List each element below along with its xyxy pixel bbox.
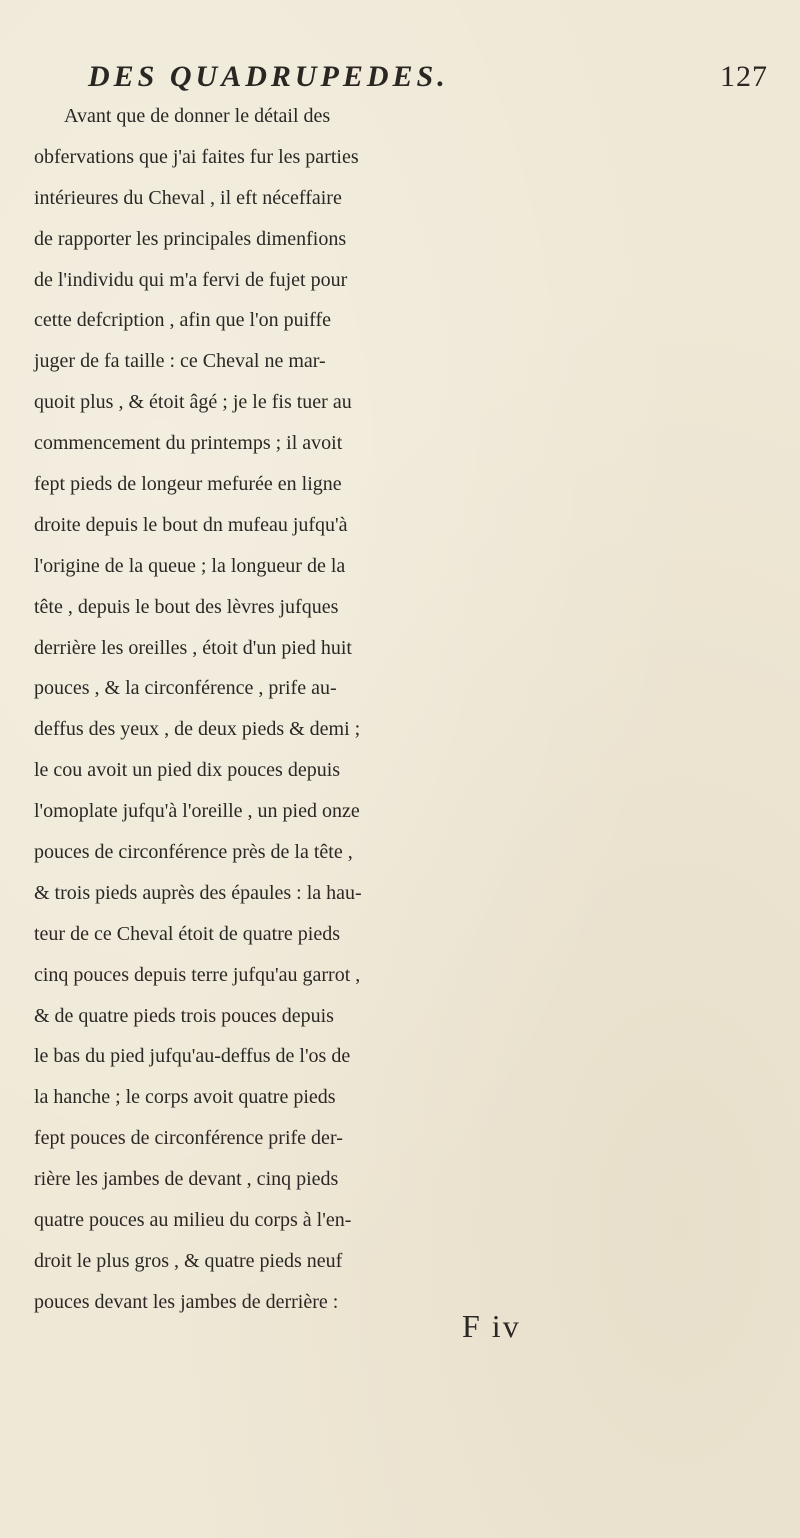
text-line: l'omoplate jufqu'à l'oreille , un pied onze	[34, 800, 360, 823]
text-line: cette defcription , afin que l'on puiffe	[34, 309, 332, 332]
text-line: pouces de circonférence près de la tête ,	[34, 841, 353, 864]
text-line: juger de fa taille : ce Cheval ne mar-	[34, 350, 326, 373]
text-line: tête , depuis le bout des lèvres jufques	[34, 595, 339, 618]
text-line: l'origine de la queue ; la longueur de la	[34, 554, 346, 577]
text-line: le cou avoit un pied dix pouces depuis	[34, 759, 341, 782]
text-line: deffus des yeux , de deux pieds & demi ;	[34, 718, 361, 741]
text-line: derrière les oreilles , étoit d'un pied huit	[34, 636, 352, 659]
text-line: de l'individu qui m'a fervi de fujet pour	[34, 268, 348, 291]
text-line: le bas du pied jufqu'au-deffus de l'os de	[34, 1045, 351, 1068]
text-line: pouces , & la circonférence , prife au-	[34, 677, 337, 700]
text-line: droite depuis le bout dn mufeau jufqu'à	[34, 513, 348, 536]
text-line: fept pouces de circonférence prife der-	[34, 1127, 343, 1150]
text-line: & trois pieds auprès des épaules : la hau-	[34, 881, 362, 904]
text-line: teur de ce Cheval étoit de quatre pieds	[34, 922, 340, 945]
text-line: & de quatre pieds trois pouces depuis	[34, 1004, 334, 1027]
text-line: cinq pouces depuis terre jufqu'au garrot ,	[34, 963, 361, 986]
text-line: la hanche ; le corps avoit quatre pieds	[34, 1086, 336, 1109]
text-line: de rapporter les principales dimenfions	[34, 227, 347, 250]
text-line: quoit plus , & étoit âgé ; je le fis tuer au	[34, 391, 352, 414]
text-line: pouces devant les jambes de derrière :	[34, 1290, 339, 1313]
text-line: fept pieds de longeur mefurée en ligne	[34, 473, 342, 496]
text-line: Avant que de donner le détail des	[64, 105, 331, 127]
text-line: quatre pouces au milieu du corps à l'en-	[34, 1209, 352, 1232]
text-line: intérieures du Cheval , il eft néceffaire	[34, 186, 342, 209]
text-line: droit le plus gros , & quatre pieds neuf	[34, 1249, 343, 1272]
running-title: DES QUADRUPEDES.	[88, 60, 449, 93]
body-text	[34, 96, 794, 1323]
page-number: 127	[720, 60, 768, 93]
text-line: rière les jambes de devant , cinq pieds	[34, 1168, 339, 1191]
text-line: obfervations que j'ai faites fur les parties	[34, 145, 359, 168]
text-line: commencement du printemps ; il avoit	[34, 432, 343, 455]
signature-mark: F iv	[462, 1308, 521, 1344]
